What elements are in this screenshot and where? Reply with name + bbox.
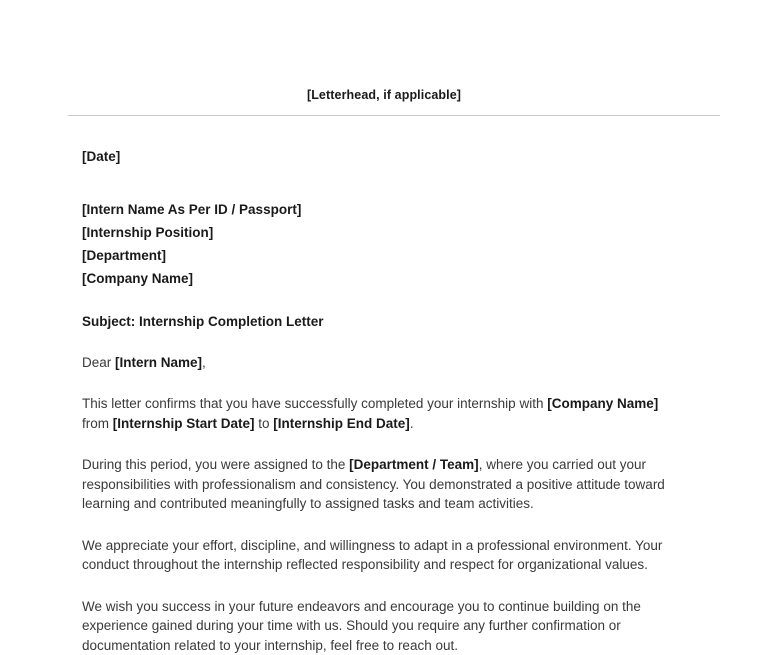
letterhead-title: [Letterhead, if applicable] — [0, 88, 768, 102]
inline-placeholder: [Internship Start Date] — [113, 416, 255, 431]
recipient-company: [Company Name] — [82, 267, 682, 290]
letter-paragraph-list — [82, 394, 682, 655]
subject-line: Subject: Internship Completion Letter — [82, 312, 682, 331]
salutation-punctuation: , — [202, 355, 206, 370]
paragraph-appreciation — [82, 536, 682, 575]
inline-placeholder: [Internship End Date] — [273, 416, 410, 431]
inline-text: During this period, you were assigned to the — [82, 457, 349, 472]
inline-text: to — [255, 416, 274, 431]
inline-text: . — [410, 416, 414, 431]
inline-text: , where you carried out your responsibilities with professionalism and consistency. You demonstrated a positive attitude toward learning and contributed meaningfully to assigned tasks and team activities. — [82, 457, 665, 511]
inline-text: We appreciate your effort, discipline, and willingness to adapt in a professional environment. Your conduct throughout the internship reflected responsibility and respect for organizational values. — [82, 538, 662, 573]
header-divider-rule — [68, 115, 720, 116]
salutation-greeting: Dear — [82, 355, 115, 370]
recipient-address-block — [82, 198, 682, 290]
inline-text: This letter confirms that you have successfully completed your internship with — [82, 396, 547, 411]
salutation-line — [82, 353, 682, 372]
recipient-department: [Department] — [82, 244, 682, 267]
inline-placeholder: [Company Name] — [547, 396, 658, 411]
letter-body — [82, 140, 682, 655]
salutation-name-placeholder: [Intern Name] — [115, 355, 202, 370]
date-placeholder: [Date] — [82, 140, 682, 166]
paragraph-confirmation — [82, 394, 682, 433]
paragraph-performance — [82, 455, 682, 514]
recipient-position: [Internship Position] — [82, 221, 682, 244]
inline-placeholder: [Department / Team] — [349, 457, 479, 472]
recipient-name: [Intern Name As Per ID / Passport] — [82, 198, 682, 221]
inline-text: from — [82, 416, 113, 431]
inline-text: We wish you success in your future endeavors and encourage you to continue building on the experience gained during your time with us. Should you require any further confirmation or documentation related to your internship, feel free to reach out. — [82, 599, 641, 653]
paragraph-closing — [82, 597, 682, 655]
